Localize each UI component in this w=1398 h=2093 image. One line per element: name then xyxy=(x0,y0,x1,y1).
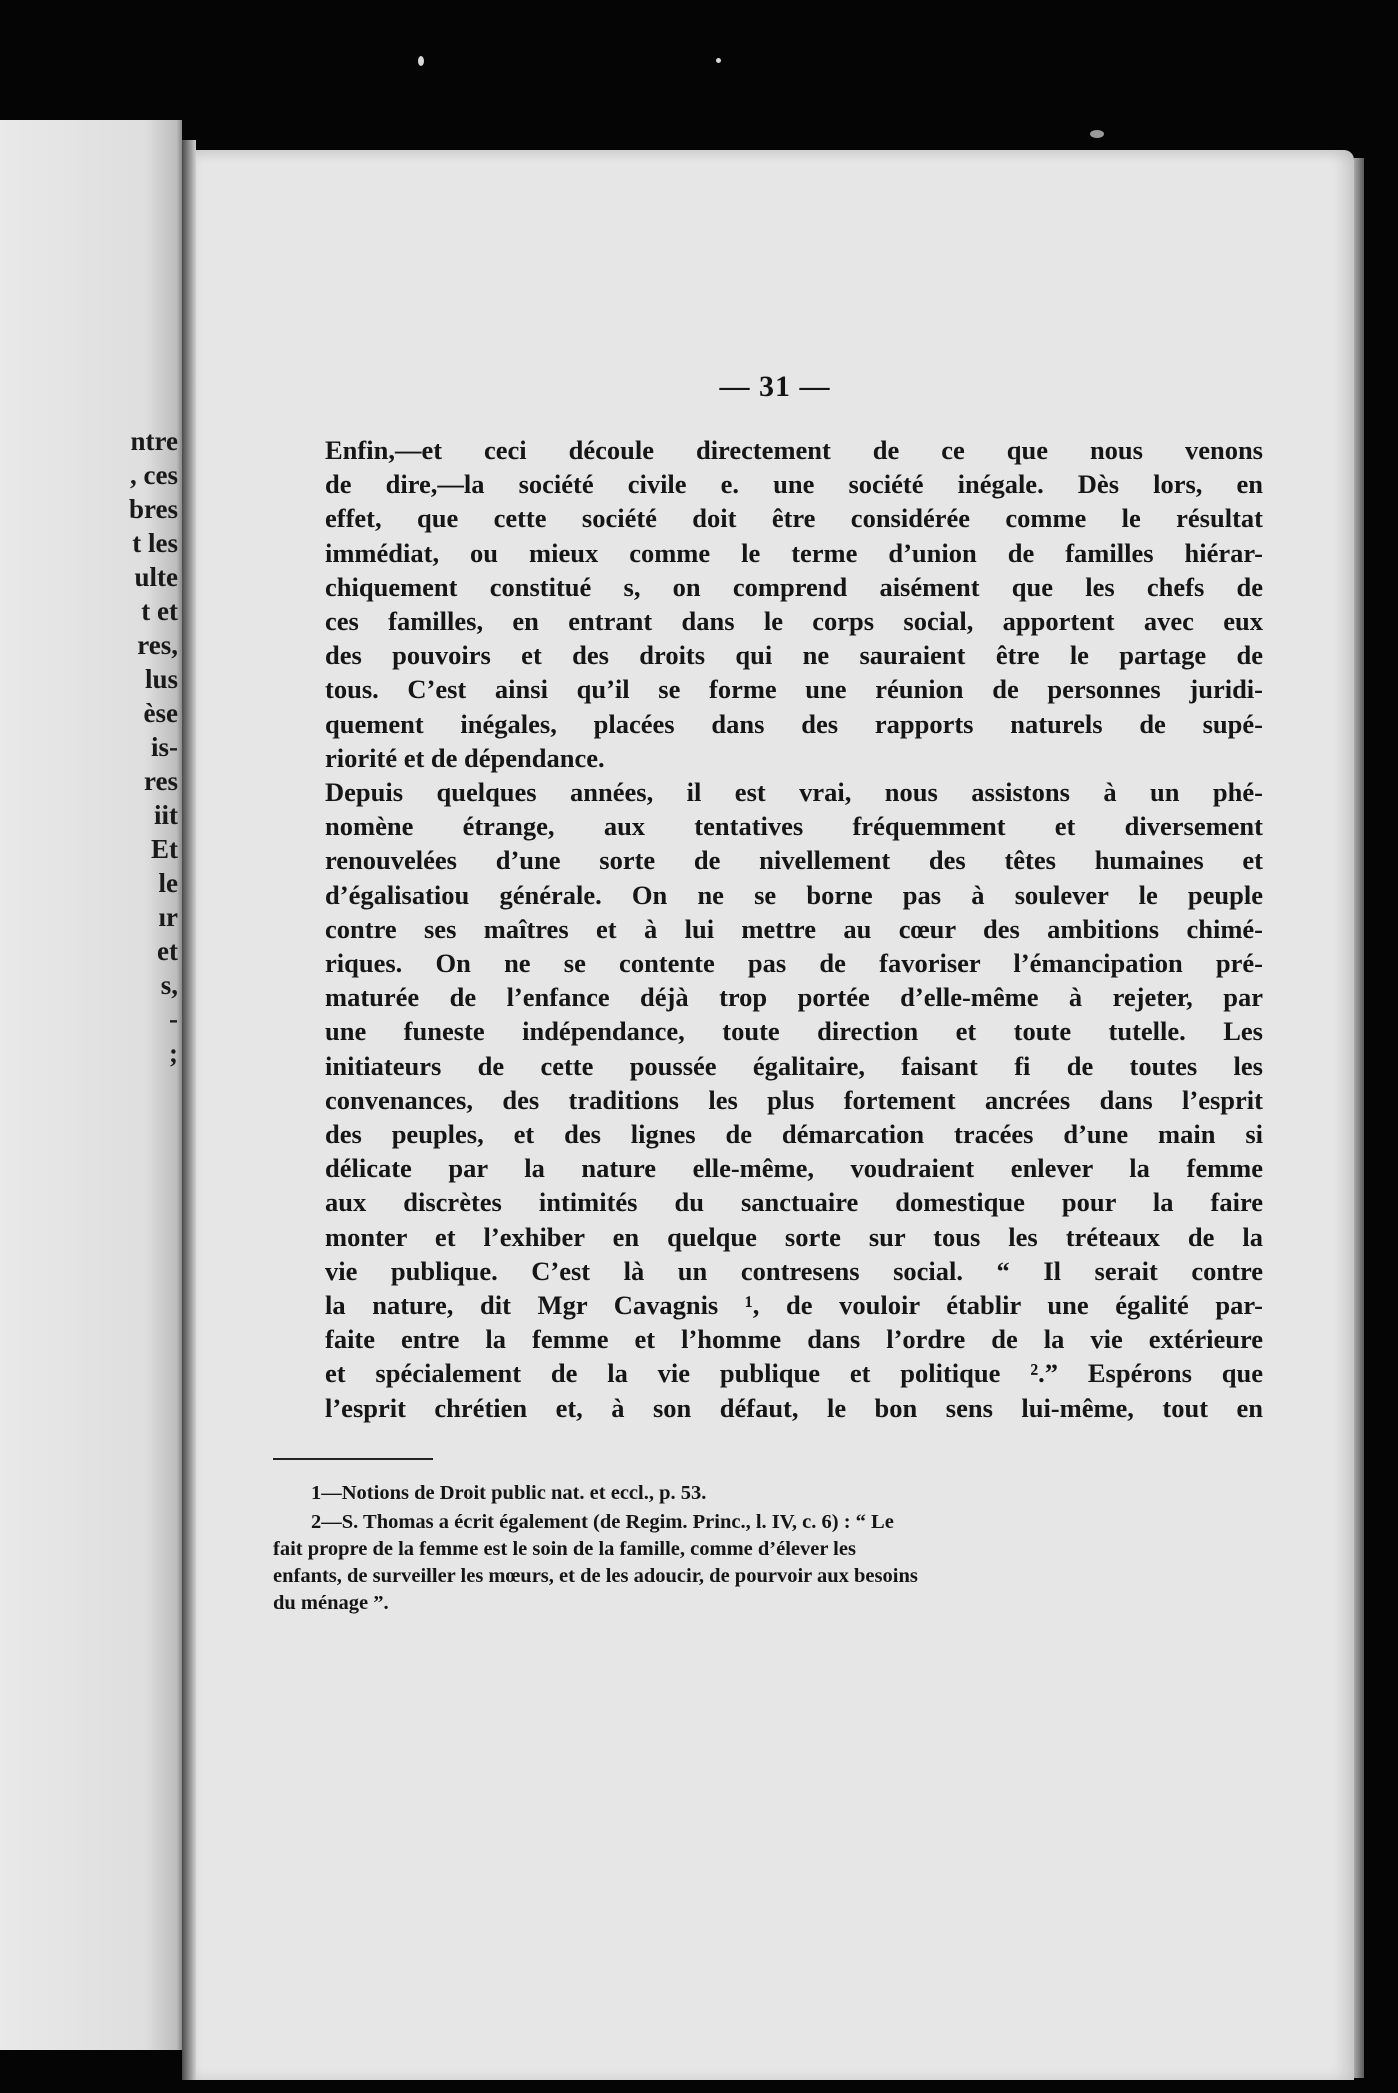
facing-page-fragment: res, xyxy=(137,630,178,660)
footnote-line: 2—S. Thomas a écrit également (de Regim. Princ., l. IV, c. 6) : “ Le xyxy=(311,1511,894,1533)
text-line: renouvelées d’une sorte de nivellement des têtes humaines et xyxy=(325,845,1263,876)
dust-speck xyxy=(1090,130,1104,138)
page-number: — 31 — xyxy=(719,370,831,403)
page-edge-right xyxy=(1354,158,1364,2078)
text-line: ces familles, en entrant dans le corps social, apportent avec eux xyxy=(325,606,1263,637)
facing-page-fragment: t les xyxy=(132,528,178,558)
text-line: une funeste indépendance, toute direction et toute tutelle. Les xyxy=(325,1016,1263,1047)
footnote-2 xyxy=(273,1509,1263,1617)
facing-page-left xyxy=(0,120,182,2050)
text-line: de dire,—la société civile e. une société inégale. Dès lors, en xyxy=(325,469,1263,500)
book-gutter xyxy=(182,140,196,2080)
facing-page-fragment: t et xyxy=(141,596,178,626)
text-line: convenances, des traditions les plus fortement ancrées dans l’esprit xyxy=(325,1084,1263,1115)
footnotes xyxy=(273,1480,1263,1619)
dust-speck xyxy=(716,58,721,63)
footnote-line: 1—Notions de Droit public nat. et eccl., p. 53. xyxy=(311,1482,707,1504)
footnote-line: enfants, de surveiller les mœurs, et de les adoucir, de pourvoir aux besoins xyxy=(273,1565,918,1587)
facing-page-fragment: res xyxy=(144,766,178,796)
facing-page-fragment: ; xyxy=(169,1038,178,1068)
text-line: et spécialement de la vie publique et politique ².” Espérons que xyxy=(325,1358,1263,1389)
paragraph xyxy=(273,775,1263,1425)
text-line: d’égalisatiou générale. On ne se borne pas à soulever le peuple xyxy=(325,879,1263,910)
text-line: nomène étrange, aux tentatives fréquemment et diversement xyxy=(325,811,1263,842)
book-page xyxy=(196,150,1354,2080)
facing-page-fragment: Et xyxy=(151,834,178,864)
facing-page-fragment: lus xyxy=(144,664,178,694)
text-line: la nature, dit Mgr Cavagnis ¹, de vouloir établir une égalité par- xyxy=(325,1290,1263,1321)
facing-page-fragment: ulte xyxy=(134,562,178,592)
facing-page-fragment: le xyxy=(158,868,178,898)
facing-page-fragment: ntre xyxy=(130,426,178,456)
text-line: quement inégales, placées dans des rapports naturels de supé- xyxy=(325,708,1263,739)
text-line: l’esprit chrétien et, à son défaut, le bon sens lui-même, tout en xyxy=(325,1392,1263,1423)
text-line: monter et l’exhiber en quelque sorte sur tous les tréteaux de la xyxy=(325,1221,1263,1252)
text-line: initiateurs de cette poussée égalitaire, faisant fi de toutes les xyxy=(325,1050,1263,1081)
text-line: immédiat, ou mieux comme le terme d’union de familles hiérar- xyxy=(325,537,1263,568)
facing-page-fragment: bres xyxy=(128,494,178,524)
text-line: des pouvoirs et des droits qui ne sauraient être le partage de xyxy=(325,640,1263,671)
paragraph xyxy=(273,433,1263,775)
footnote-rule xyxy=(273,1458,433,1460)
text-line: délicate par la nature elle-même, voudraient enlever la femme xyxy=(325,1153,1263,1184)
text-line: chiquement constitué s, on comprend aisément que les chefs de xyxy=(325,571,1263,602)
text-line: vie publique. C’est là un contresens social. “ Il serait contre xyxy=(325,1255,1263,1286)
text-line: Depuis quelques années, il est vrai, nous assistons à un phé- xyxy=(325,777,1263,808)
text-line: faite entre la femme et l’homme dans l’ordre de la vie extérieure xyxy=(325,1324,1263,1355)
facing-page-fragment: s, xyxy=(160,970,178,1000)
facing-page-fragment: is- xyxy=(151,732,178,762)
text-line: maturée de l’enfance déjà trop portée d’elle-même à rejeter, par xyxy=(325,982,1263,1013)
text-line: aux discrètes intimités du sanctuaire domestique pour la faire xyxy=(325,1187,1263,1218)
text-line: des peuples, et des lignes de démarcation tracées d’une main si xyxy=(325,1119,1263,1150)
text-line: Enfin,—et ceci découle directement de ce que nous venons xyxy=(325,435,1263,465)
footnote-line: fait propre de la femme est le soin de la famille, comme d’élever les xyxy=(273,1538,856,1560)
text-line: tous. C’est ainsi qu’il se forme une réunion de personnes juridi- xyxy=(325,674,1263,705)
text-line: effet, que cette société doit être considérée comme le résultat xyxy=(325,503,1263,534)
dust-speck xyxy=(418,56,424,66)
text-line: contre ses maîtres et à lui mettre au cœur des ambitions chimé- xyxy=(325,913,1263,944)
text-line: riques. On ne se contente pas de favoriser l’émancipation pré- xyxy=(325,948,1263,979)
facing-page-fragment: , ces xyxy=(130,460,178,490)
text-line: riorité et de dépendance. xyxy=(325,742,605,773)
facing-page-fragment: ır xyxy=(158,902,178,932)
facing-page-fragment: - xyxy=(169,1004,178,1034)
facing-page-fragment: èse xyxy=(143,698,178,728)
facing-page-fragment: iit xyxy=(154,800,178,830)
footnote-line: du ménage ”. xyxy=(273,1592,389,1614)
body-text xyxy=(273,433,1263,1425)
footnote-1 xyxy=(273,1480,1263,1507)
facing-page-fragment: et xyxy=(157,936,178,966)
